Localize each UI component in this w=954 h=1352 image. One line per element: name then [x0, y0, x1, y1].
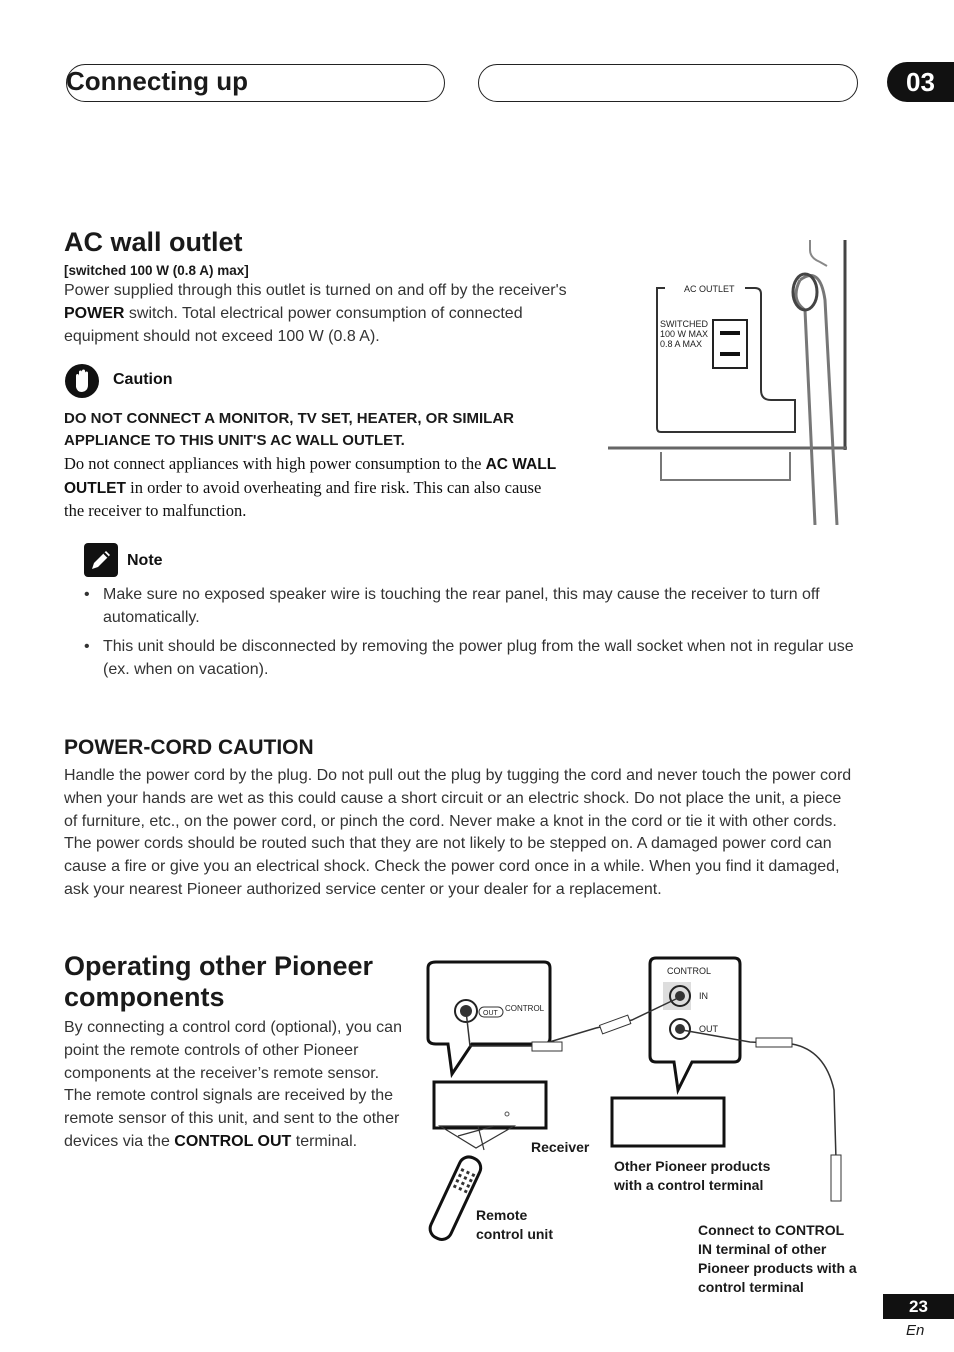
ac-outlet-panel-label: AC OUTLET — [684, 284, 735, 294]
outlet-socket — [713, 320, 747, 368]
caution-text-1: Do not connect appliances with high power consumption to the — [64, 454, 486, 473]
pioneer-text-2: terminal. — [291, 1132, 358, 1150]
receiver-jack-control: CONTROL — [505, 1004, 545, 1013]
chapter-title: Connecting up — [66, 66, 248, 96]
pioneer-connection-diagram — [420, 950, 860, 1250]
ac-outlet-subtitle: [switched 100 W (0.8 A) max] — [64, 263, 249, 278]
other-panel-control: CONTROL — [667, 966, 712, 976]
pioneer-description — [64, 1017, 404, 1154]
receiver-jack-callout — [428, 962, 550, 1074]
caution-ac-wall-outlet: AC WALL OUTLET — [64, 456, 556, 497]
power-cord-title: POWER-CORD CAUTION — [64, 736, 314, 759]
connect-instruction-label: Connect to CONTROL IN terminal of other Pioneer products with a control terminal — [698, 1222, 857, 1295]
chapter-number-badge: 03 — [887, 62, 954, 102]
language-code: En — [906, 1322, 925, 1339]
caution-warning-text — [64, 453, 564, 523]
caution-hand-icon — [64, 363, 100, 399]
ac-outlet-figure — [605, 240, 855, 525]
pioneer-title: Operating other Pioneer components — [64, 951, 374, 1012]
note-pencil-icon — [84, 543, 118, 577]
other-products-label: Other Pioneer products with a control terminal — [614, 1158, 771, 1193]
other-product-box — [612, 1098, 724, 1146]
note-label: Note — [127, 552, 163, 569]
ac-outlet-text-2: switch. Total electrical power consumption of connected equipment should not exceed 100 W (0.8 A). — [64, 304, 523, 345]
caution-label: Caution — [113, 371, 173, 388]
ac-outlet-text-1: Power supplied through this outlet is turned on and off by the receiver's — [64, 282, 567, 299]
remote-label: Remote control unit — [476, 1207, 553, 1242]
ac-outlet-power-word: POWER — [64, 304, 125, 322]
pioneer-control-out: CONTROL OUT — [174, 1132, 292, 1150]
ac-outlet-title: AC wall outlet — [64, 227, 243, 257]
other-panel-out: OUT — [699, 1024, 718, 1034]
ac-outlet-line-2: 100 W MAX — [660, 329, 709, 339]
ac-outlet-description — [64, 280, 579, 348]
ac-outlet-line-1: SWITCHED — [660, 319, 708, 329]
other-panel-in: IN — [699, 991, 708, 1001]
ac-outlet-line-3: 0.8 A MAX — [660, 339, 703, 349]
note-bullet-2-text: This unit should be disconnected by removing the power plug from the wall socket when not in regular use (ex. when on vacation). — [103, 638, 854, 678]
receiver-label: Receiver — [531, 1139, 590, 1155]
other-product-jack-callout — [650, 958, 740, 1090]
pioneer-text-1: By connecting a control cord (optional), you can point the remote controls of other Pioneer components at the receiver’s remote sensor. The remote control signals are received by the remote sensor of this unit, and sent to the other devices via the — [64, 1019, 402, 1150]
power-cord-text: Handle the power cord by the plug. Do not pull out the plug by tugging the cord and never touch the power cord when your hands are wet as this could cause a short circuit or an electric shock. Do not place the unit, a piece of furniture, etc., on the power cord, or pinch the cord. Never make a knot in the cord or tie it with other cords. The power cords should be routed such that they are not likely to be stepped on. A damaged power cord can cause a fire or give you an electrical shock. Check the power cord once in a while. When you find it damaged, ask your nearest Pioneer authorized service center or your dealer for a replacement. — [64, 767, 852, 898]
caution-warning-caps: DO NOT CONNECT A MONITOR, TV SET, HEATER, OR SIMILAR APPLIANCE TO THIS UNIT'S AC WALL OUTLET. — [64, 410, 515, 449]
header-blank-frame — [478, 64, 858, 102]
page-number: 23 — [883, 1294, 954, 1319]
receiver-jack-out: OUT — [483, 1010, 498, 1017]
power-plug-cord — [796, 280, 815, 525]
note-bullet-1-text: Make sure no exposed speaker wire is touching the rear panel, this may cause the receiver to turn off automatically. — [103, 586, 820, 626]
receiver-box — [434, 1082, 546, 1128]
caution-text-2: in order to avoid overheating and fire risk. This can also cause the receiver to malfunction. — [64, 477, 542, 520]
